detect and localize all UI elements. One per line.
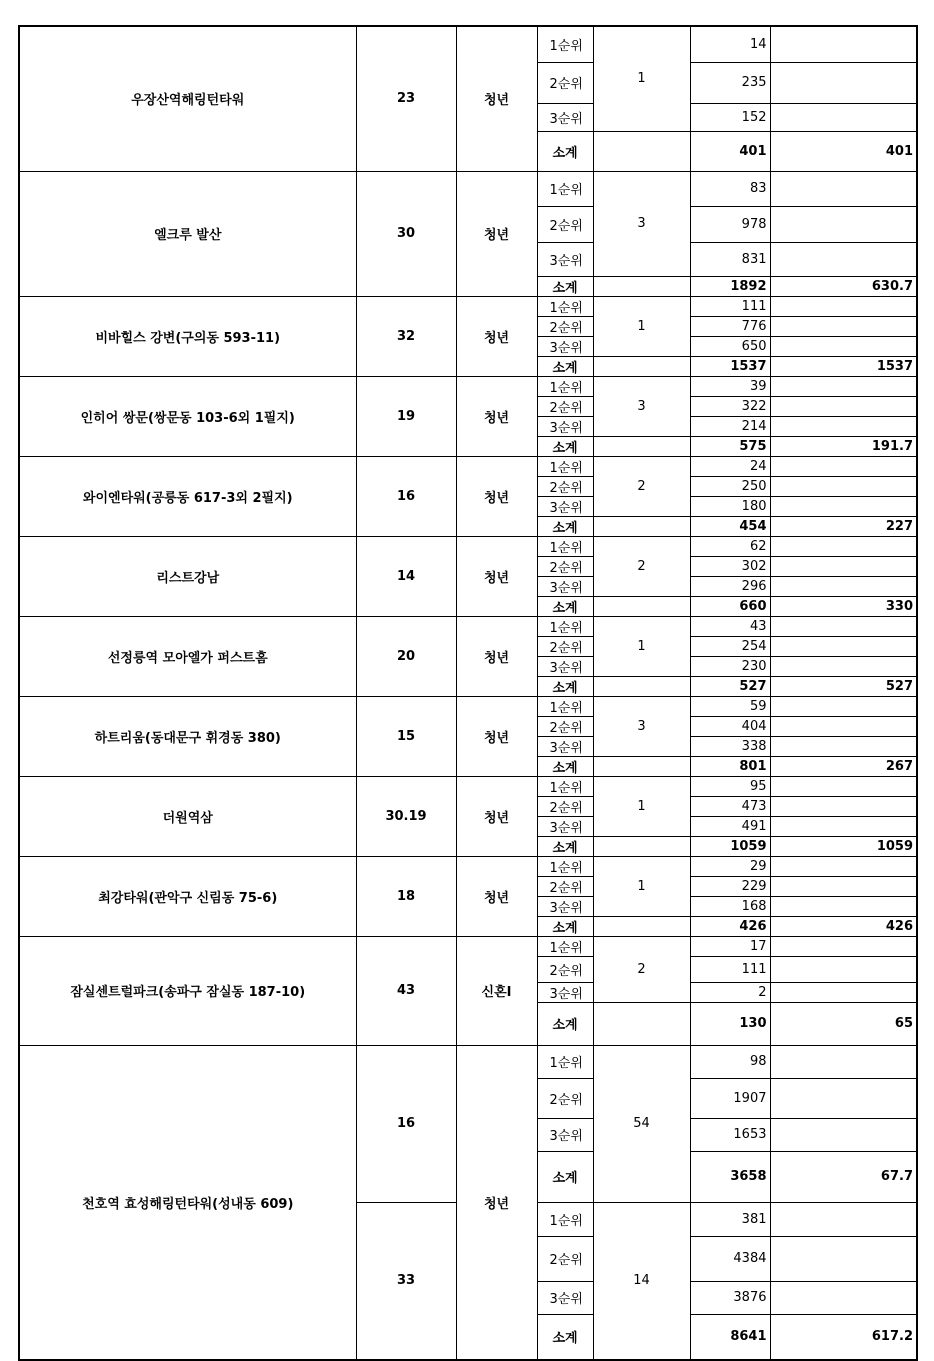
area-cell: 18 — [356, 856, 456, 936]
rank-label: 2순위 — [537, 1236, 593, 1281]
complex-name: 와이엔타워(공릉동 617-3외 2필지) — [19, 456, 356, 536]
supply-units: 3 — [593, 376, 690, 436]
empty-cell — [770, 936, 917, 956]
applicant-count: 3876 — [690, 1281, 770, 1314]
empty-cell — [770, 716, 917, 736]
applicant-count: 24 — [690, 456, 770, 476]
housing-type: 청년 — [456, 1045, 537, 1360]
rank-label: 3순위 — [537, 336, 593, 356]
housing-type: 청년 — [456, 296, 537, 376]
rank-label: 1순위 — [537, 1045, 593, 1078]
rank-label: 2순위 — [537, 396, 593, 416]
competition-ratio: 65 — [770, 1002, 917, 1045]
rank-label: 소계 — [537, 1151, 593, 1202]
empty-cell — [770, 896, 917, 916]
empty-cell — [770, 556, 917, 576]
complex-name: 천호역 효성해링턴타워(성내동 609) — [19, 1045, 356, 1360]
rank-label: 2순위 — [537, 876, 593, 896]
complex-name: 비바힐스 강변(구의동 593-11) — [19, 296, 356, 376]
applicant-count: 426 — [690, 916, 770, 936]
supply-units: 3 — [593, 696, 690, 756]
applicant-count: 381 — [690, 1202, 770, 1236]
competition-ratio: 426 — [770, 916, 917, 936]
rank-label: 3순위 — [537, 896, 593, 916]
table-row — [19, 616, 917, 636]
rank-label: 3순위 — [537, 576, 593, 596]
rank-label: 3순위 — [537, 736, 593, 756]
rank-label: 3순위 — [537, 1281, 593, 1314]
applicant-count: 235 — [690, 62, 770, 103]
empty-cell — [770, 62, 917, 103]
rank-label: 2순위 — [537, 476, 593, 496]
applicant-count: 29 — [690, 856, 770, 876]
applicant-count: 17 — [690, 936, 770, 956]
empty-cell — [593, 836, 690, 856]
rank-label: 소계 — [537, 356, 593, 376]
applicant-count: 491 — [690, 816, 770, 836]
area-cell: 14 — [356, 536, 456, 616]
empty-cell — [770, 1045, 917, 1078]
housing-type: 청년 — [456, 171, 537, 296]
applicant-count: 1537 — [690, 356, 770, 376]
applicant-count: 8641 — [690, 1314, 770, 1360]
empty-cell — [770, 416, 917, 436]
applicant-count: 978 — [690, 206, 770, 242]
applicant-count: 111 — [690, 956, 770, 982]
applicant-count: 302 — [690, 556, 770, 576]
rank-label: 1순위 — [537, 171, 593, 206]
empty-cell — [593, 276, 690, 296]
rank-label: 소계 — [537, 676, 593, 696]
competition-ratio: 191.7 — [770, 436, 917, 456]
rank-label: 1순위 — [537, 776, 593, 796]
empty-cell — [593, 356, 690, 376]
rank-label: 3순위 — [537, 1118, 593, 1151]
empty-cell — [770, 636, 917, 656]
rank-label: 1순위 — [537, 26, 593, 62]
applicant-count: 338 — [690, 736, 770, 756]
rank-label: 소계 — [537, 916, 593, 936]
empty-cell — [770, 296, 917, 316]
competition-ratio: 67.7 — [770, 1151, 917, 1202]
empty-cell — [770, 796, 917, 816]
supply-units: 1 — [593, 856, 690, 916]
complex-name: 선정릉역 모아엘가 퍼스트홈 — [19, 616, 356, 696]
supply-units: 1 — [593, 296, 690, 356]
applicant-count: 454 — [690, 516, 770, 536]
complex-name: 엘크루 발산 — [19, 171, 356, 296]
area-cell: 15 — [356, 696, 456, 776]
table-row — [19, 456, 917, 476]
empty-cell — [770, 456, 917, 476]
complex-name: 하트리움(동대문구 휘경동 380) — [19, 696, 356, 776]
applicant-count: 4384 — [690, 1236, 770, 1281]
table-row — [19, 26, 917, 62]
housing-type: 신혼I — [456, 936, 537, 1045]
competition-ratio: 401 — [770, 131, 917, 171]
housing-type: 청년 — [456, 696, 537, 776]
supply-units: 3 — [593, 171, 690, 276]
area-cell: 20 — [356, 616, 456, 696]
supply-units: 2 — [593, 456, 690, 516]
applicant-count: 180 — [690, 496, 770, 516]
supply-units: 1 — [593, 776, 690, 836]
rank-label: 3순위 — [537, 982, 593, 1002]
empty-cell — [593, 131, 690, 171]
rank-label: 2순위 — [537, 62, 593, 103]
housing-type: 청년 — [456, 536, 537, 616]
applicant-count: 14 — [690, 26, 770, 62]
competition-table — [18, 25, 918, 1361]
supply-units: 1 — [593, 26, 690, 131]
rank-label: 소계 — [537, 276, 593, 296]
table-row — [19, 776, 917, 796]
rank-label: 3순위 — [537, 416, 593, 436]
supply-units: 54 — [593, 1045, 690, 1202]
competition-ratio: 227 — [770, 516, 917, 536]
supply-units: 2 — [593, 536, 690, 596]
applicant-count: 98 — [690, 1045, 770, 1078]
applicant-count: 831 — [690, 242, 770, 276]
applicant-count: 801 — [690, 756, 770, 776]
applicant-count: 322 — [690, 396, 770, 416]
complex-name: 리스트강남 — [19, 536, 356, 616]
competition-ratio: 617.2 — [770, 1314, 917, 1360]
rank-label: 1순위 — [537, 376, 593, 396]
complex-name: 더원역삼 — [19, 776, 356, 856]
rank-label: 2순위 — [537, 1078, 593, 1118]
rank-label: 소계 — [537, 516, 593, 536]
applicant-count: 3658 — [690, 1151, 770, 1202]
area-cell: 43 — [356, 936, 456, 1045]
complex-name: 우장산역해링턴타워 — [19, 26, 356, 171]
empty-cell — [770, 316, 917, 336]
applicant-count: 62 — [690, 536, 770, 556]
empty-cell — [770, 26, 917, 62]
rank-label: 2순위 — [537, 556, 593, 576]
applicant-count: 168 — [690, 896, 770, 916]
complex-name: 인히어 쌍문(쌍문동 103-6외 1필지) — [19, 376, 356, 456]
area-cell: 30 — [356, 171, 456, 296]
applicant-count: 250 — [690, 476, 770, 496]
housing-type: 청년 — [456, 376, 537, 456]
empty-cell — [770, 476, 917, 496]
applicant-count: 527 — [690, 676, 770, 696]
applicant-count: 1653 — [690, 1118, 770, 1151]
applicant-count: 296 — [690, 576, 770, 596]
empty-cell — [770, 696, 917, 716]
applicant-count: 43 — [690, 616, 770, 636]
competition-ratio: 630.7 — [770, 276, 917, 296]
housing-type: 청년 — [456, 776, 537, 856]
empty-cell — [770, 656, 917, 676]
supply-units: 14 — [593, 1202, 690, 1360]
empty-cell — [770, 856, 917, 876]
supply-units: 2 — [593, 936, 690, 1002]
rank-label: 3순위 — [537, 656, 593, 676]
empty-cell — [593, 436, 690, 456]
applicant-count: 404 — [690, 716, 770, 736]
empty-cell — [593, 596, 690, 616]
empty-cell — [593, 516, 690, 536]
rank-label: 1순위 — [537, 1202, 593, 1236]
empty-cell — [770, 736, 917, 756]
rank-label: 1순위 — [537, 536, 593, 556]
applicant-count: 229 — [690, 876, 770, 896]
competition-ratio: 267 — [770, 756, 917, 776]
empty-cell — [770, 956, 917, 982]
competition-ratio: 1059 — [770, 836, 917, 856]
rank-label: 1순위 — [537, 456, 593, 476]
empty-cell — [770, 1118, 917, 1151]
empty-cell — [770, 776, 917, 796]
rank-label: 3순위 — [537, 103, 593, 131]
empty-cell — [770, 376, 917, 396]
applicant-count: 39 — [690, 376, 770, 396]
applicant-count: 650 — [690, 336, 770, 356]
empty-cell — [770, 496, 917, 516]
empty-cell — [770, 536, 917, 556]
table-row — [19, 856, 917, 876]
area-cell: 32 — [356, 296, 456, 376]
rank-label: 소계 — [537, 836, 593, 856]
empty-cell — [593, 676, 690, 696]
applicant-count: 214 — [690, 416, 770, 436]
empty-cell — [593, 916, 690, 936]
rank-label: 1순위 — [537, 856, 593, 876]
competition-ratio: 1537 — [770, 356, 917, 376]
rank-label: 3순위 — [537, 496, 593, 516]
applicant-count: 776 — [690, 316, 770, 336]
area-cell: 16 — [356, 456, 456, 536]
area-cell: 30.19 — [356, 776, 456, 856]
empty-cell — [770, 616, 917, 636]
housing-type: 청년 — [456, 616, 537, 696]
empty-cell — [770, 1078, 917, 1118]
complex-name: 잠실센트럴파크(송파구 잠실동 187-10) — [19, 936, 356, 1045]
empty-cell — [770, 816, 917, 836]
rank-label: 소계 — [537, 756, 593, 776]
applicant-count: 1892 — [690, 276, 770, 296]
area-cell: 16 — [356, 1045, 456, 1202]
empty-cell — [593, 756, 690, 776]
rank-label: 2순위 — [537, 716, 593, 736]
housing-type: 청년 — [456, 856, 537, 936]
applicant-count: 401 — [690, 131, 770, 171]
area-cell: 19 — [356, 376, 456, 456]
rank-label: 소계 — [537, 1002, 593, 1045]
applicant-count: 1059 — [690, 836, 770, 856]
empty-cell — [770, 1281, 917, 1314]
rank-label: 1순위 — [537, 936, 593, 956]
applicant-count: 152 — [690, 103, 770, 131]
empty-cell — [770, 103, 917, 131]
area-cell: 23 — [356, 26, 456, 171]
rank-label: 소계 — [537, 131, 593, 171]
applicant-count: 575 — [690, 436, 770, 456]
applicant-count: 130 — [690, 1002, 770, 1045]
applicant-count: 59 — [690, 696, 770, 716]
table-row — [19, 296, 917, 316]
rank-label: 소계 — [537, 596, 593, 616]
competition-ratio: 527 — [770, 676, 917, 696]
rank-label: 1순위 — [537, 616, 593, 636]
table-row — [19, 696, 917, 716]
applicant-count: 83 — [690, 171, 770, 206]
applicant-count: 473 — [690, 796, 770, 816]
table-row — [19, 936, 917, 956]
empty-cell — [770, 576, 917, 596]
empty-cell — [770, 242, 917, 276]
empty-cell — [770, 206, 917, 242]
empty-cell — [770, 876, 917, 896]
applicant-count: 2 — [690, 982, 770, 1002]
rank-label: 2순위 — [537, 796, 593, 816]
rank-label: 1순위 — [537, 296, 593, 316]
rank-label: 2순위 — [537, 206, 593, 242]
applicant-count: 1907 — [690, 1078, 770, 1118]
rank-label: 소계 — [537, 436, 593, 456]
rank-label: 2순위 — [537, 636, 593, 656]
table-row — [19, 171, 917, 206]
complex-name: 최강타워(관악구 신림동 75-6) — [19, 856, 356, 936]
empty-cell — [593, 1002, 690, 1045]
rank-label: 3순위 — [537, 242, 593, 276]
table-row — [19, 536, 917, 556]
rank-label: 2순위 — [537, 316, 593, 336]
empty-cell — [770, 171, 917, 206]
competition-ratio: 330 — [770, 596, 917, 616]
empty-cell — [770, 1236, 917, 1281]
rank-label: 3순위 — [537, 816, 593, 836]
supply-units: 1 — [593, 616, 690, 676]
rank-label: 1순위 — [537, 696, 593, 716]
empty-cell — [770, 336, 917, 356]
applicant-count: 230 — [690, 656, 770, 676]
table-body — [19, 26, 917, 1360]
rank-label: 소계 — [537, 1314, 593, 1360]
empty-cell — [770, 1202, 917, 1236]
empty-cell — [770, 982, 917, 1002]
applicant-count: 254 — [690, 636, 770, 656]
table-row — [19, 1045, 917, 1078]
housing-type: 청년 — [456, 456, 537, 536]
empty-cell — [770, 396, 917, 416]
rank-label: 2순위 — [537, 956, 593, 982]
housing-type: 청년 — [456, 26, 537, 171]
applicant-count: 111 — [690, 296, 770, 316]
applicant-count: 95 — [690, 776, 770, 796]
table-row — [19, 376, 917, 396]
applicant-count: 660 — [690, 596, 770, 616]
area-cell: 33 — [356, 1202, 456, 1360]
